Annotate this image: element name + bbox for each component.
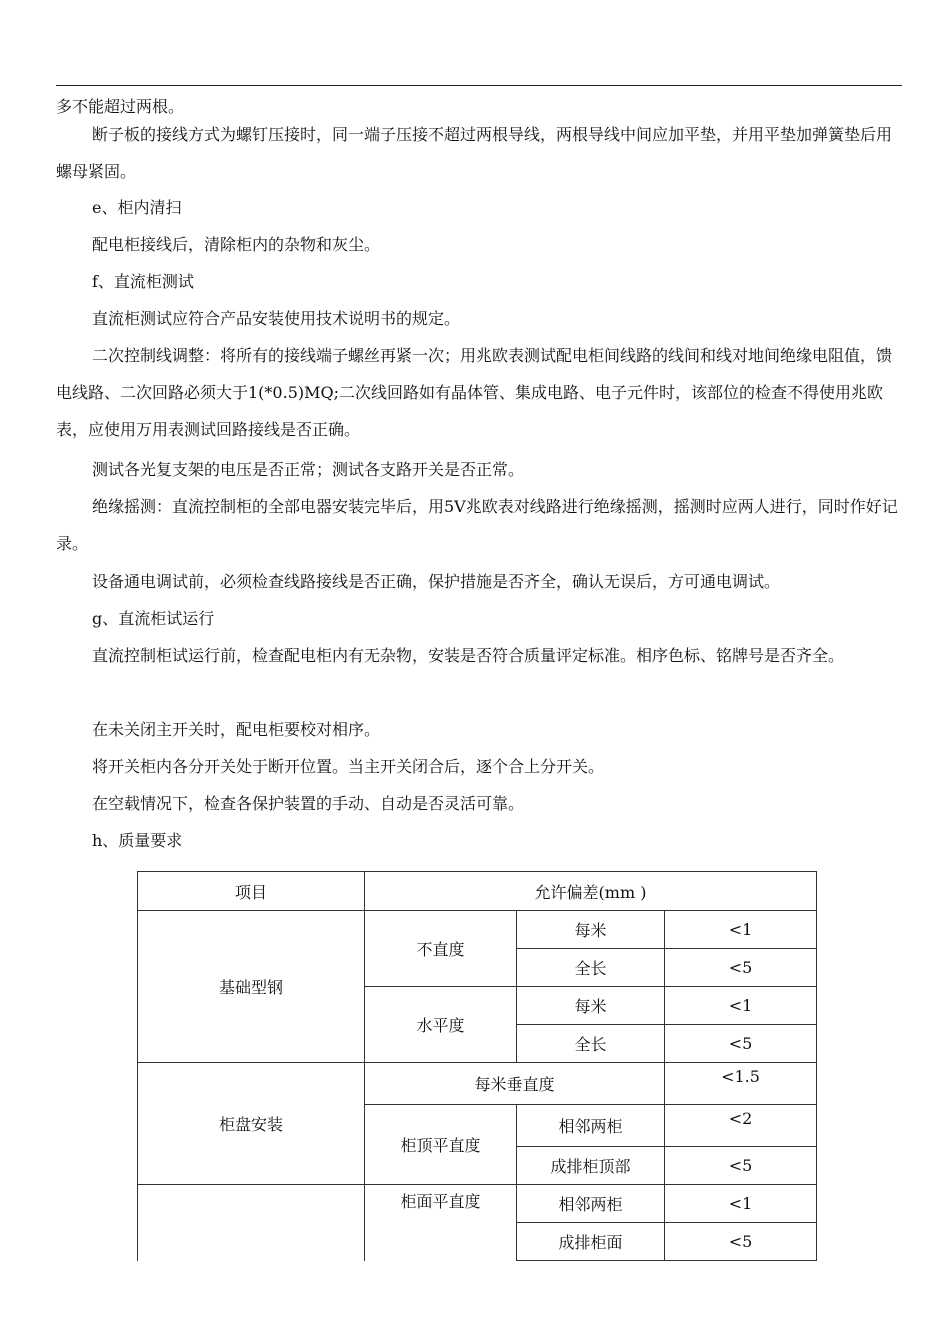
paragraph: 配电柜接线后，清除柜内的杂物和灰尘。	[92, 235, 381, 254]
foundation-label: 基础型钢	[138, 911, 365, 1063]
table-cell: 成排柜面	[517, 1223, 665, 1261]
table-row	[138, 911, 817, 949]
table-row	[138, 1185, 817, 1223]
table-cell: <5	[665, 949, 817, 987]
paragraph: 在未关闭主开关时，配电柜要校对相序。	[92, 720, 381, 739]
top-flat-label: 柜顶平直度	[365, 1105, 517, 1185]
table-cell: <1.5	[665, 1063, 817, 1105]
section-heading: f、直流柜测试	[92, 272, 194, 291]
table-cell: <5	[665, 1025, 817, 1063]
paragraph: 测试各光复支架的电压是否正常；测试各支路开关是否正常。	[92, 460, 525, 479]
header-tolerance: 允许偏差(mm )	[365, 872, 817, 911]
blank-cell	[138, 1185, 365, 1261]
table-cell: <1	[665, 1185, 817, 1223]
header-item: 项目	[138, 872, 365, 911]
table-cell: 相邻两柜	[517, 1185, 665, 1223]
levelness-label: 水平度	[365, 987, 517, 1063]
straightness-label: 不直度	[365, 911, 517, 987]
table-cell: 相邻两柜	[517, 1105, 665, 1147]
quality-requirements-table	[137, 871, 817, 1261]
section-heading: e、柜内清扫	[92, 198, 182, 217]
face-flat-label: 柜面平直度	[365, 1185, 517, 1261]
paragraph: 直流控制柜试运行前，检查配电柜内有无杂物，安装是否符合质量评定标准。相序色标、铭牌号是否齐全。	[92, 646, 845, 665]
section-heading: g、直流柜试运行	[92, 609, 215, 628]
table-cell: 成排柜顶部	[517, 1147, 665, 1185]
paragraph: 绝缘摇测：直流控制柜的全部电器安装完毕后，用5V兆欧表对线路进行绝缘摇测，摇测时应两人进行，同时作好记录。	[56, 497, 898, 553]
paragraph: 二次控制线调整：将所有的接线端子螺丝再紧一次；用兆欧表测试配电柜间线路的线间和线对地间绝缘电阻值，馈电线路、二次回路必须大于1(*0.5)MQ;二次线回路如有晶体管、集成电路、电子元件时，该部位的检查不得使用兆欧表，应使用万用表测试回路接线是否正确。	[56, 346, 893, 439]
paragraph: 多不能超过两根。	[56, 97, 185, 116]
section-heading: h、质量要求	[92, 831, 183, 850]
table-row	[138, 1063, 817, 1105]
table-cell: 全长	[517, 949, 665, 987]
paragraph: 断子板的接线方式为螺钉压接时，同一端子压接不超过两根导线，两根导线中间应加平垫，并用平垫加弹簧垫后用螺母紧固。	[56, 125, 893, 181]
table-header-row	[138, 872, 817, 911]
paragraph: 设备通电调试前，必须检查线路接线是否正确，保护措施是否齐全，确认无误后，方可通电调试。	[92, 572, 781, 591]
header-rule	[56, 85, 902, 86]
paragraph: 直流柜测试应符合产品安装使用技术说明书的规定。	[92, 309, 461, 328]
paragraph: 将开关柜内各分开关处于断开位置。当主开关闭合后，逐个合上分开关。	[92, 757, 605, 776]
table-cell: 每米	[517, 987, 665, 1025]
paragraph: 在空载情况下，检查各保护装置的手动、自动是否灵活可靠。	[92, 794, 525, 813]
table-cell: <1	[665, 911, 817, 949]
vertical-label: 每米垂直度	[365, 1063, 665, 1105]
cabinet-label: 柜盘安装	[138, 1063, 365, 1185]
table-cell: <5	[665, 1223, 817, 1261]
table-cell: <2	[665, 1105, 817, 1147]
table-cell: <5	[665, 1147, 817, 1185]
table-cell: <1	[665, 987, 817, 1025]
table-cell: 全长	[517, 1025, 665, 1063]
table-cell: 每米	[517, 911, 665, 949]
